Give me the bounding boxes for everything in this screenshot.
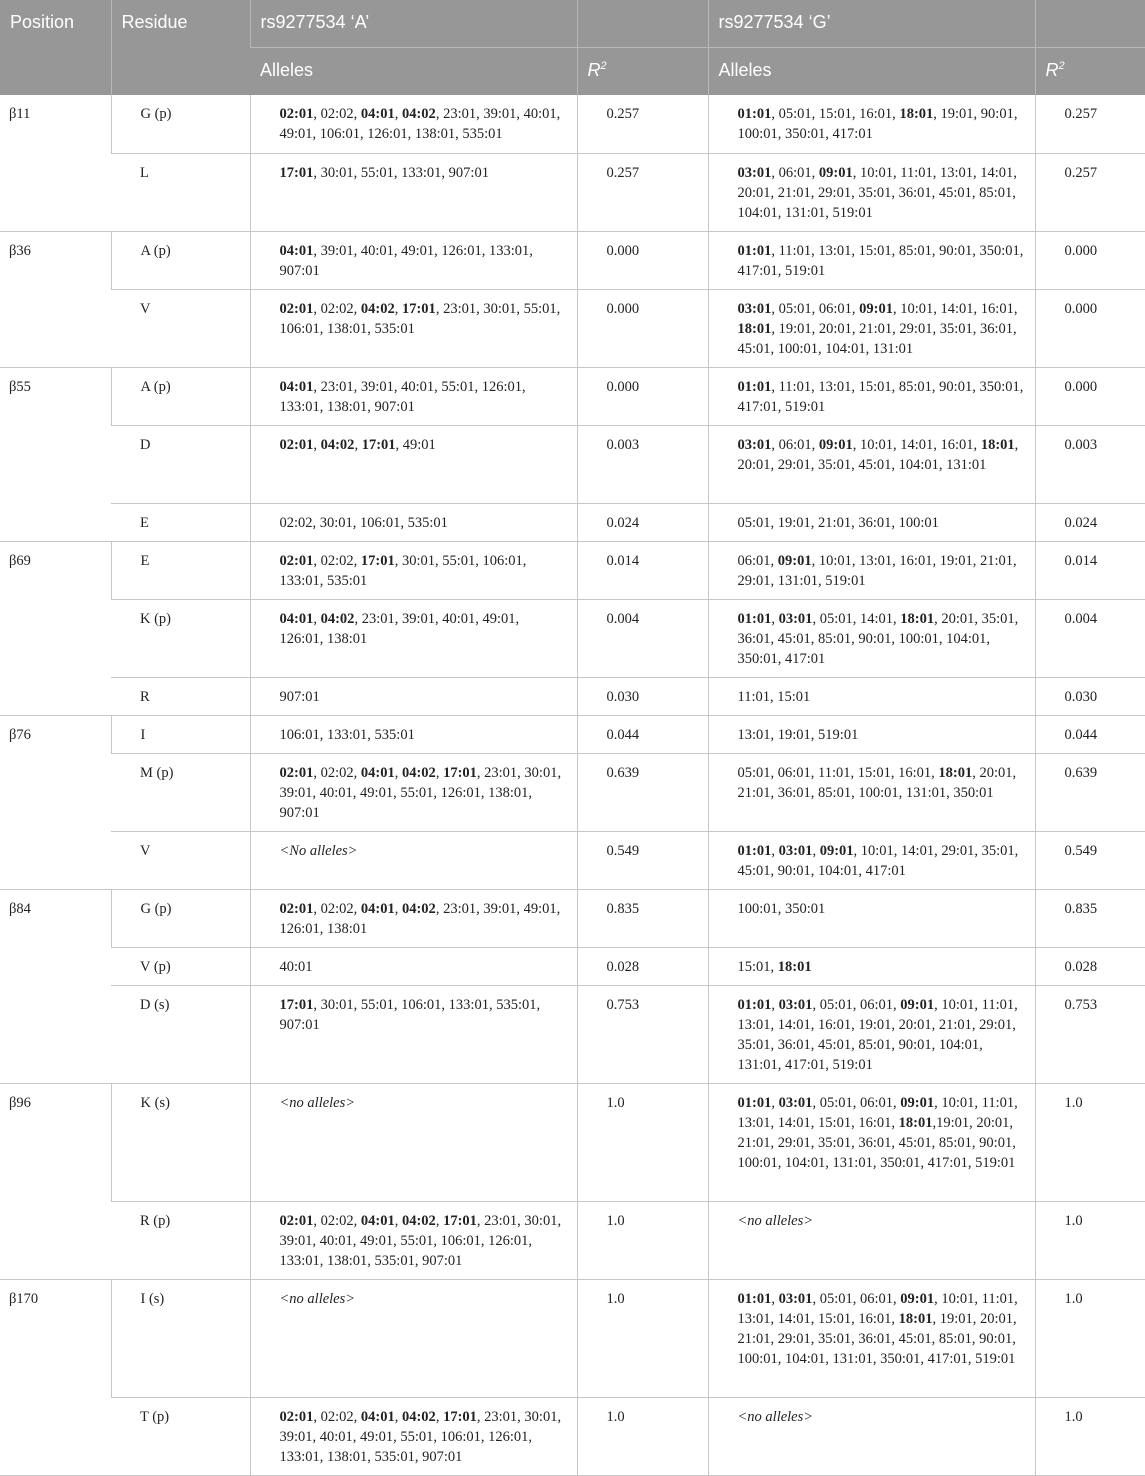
- alleles-a-cell: 106:01, 133:01, 535:01: [250, 715, 577, 753]
- residue-cell: E: [111, 503, 250, 541]
- position-cell: β55: [0, 367, 111, 541]
- residue-cell: K (s): [111, 1083, 250, 1201]
- residue-cell: G (p): [111, 889, 250, 947]
- alleles-a-cell: 02:01, 02:02, 04:01, 04:02, 17:01, 23:01, 30:01, 39:01, 40:01, 49:01, 55:01, 126:01, 138:01, 907:01: [250, 753, 577, 831]
- alleles-g-cell: 05:01, 19:01, 21:01, 36:01, 100:01: [708, 503, 1035, 541]
- r2-a-cell: 0.257: [577, 153, 708, 231]
- r2-a-cell: 0.753: [577, 985, 708, 1083]
- r2-g-cell: 0.257: [1035, 153, 1145, 231]
- alleles-g-cell: 01:01, 03:01, 05:01, 06:01, 09:01, 10:01, 11:01, 13:01, 14:01, 15:01, 16:01, 18:01,19:01, 20:01, 21:01, 29:01, 35:01, 36:01, 45:01, 85:01, 90:01, 100:01, 104:01, 131:01, 350:01, 417:01, 519:01: [708, 1083, 1035, 1201]
- r2-g-cell: 0.835: [1035, 889, 1145, 947]
- table-row: [0, 95, 1145, 153]
- table-row: [0, 753, 1145, 831]
- r2-a-cell: 0.639: [577, 753, 708, 831]
- residue-cell: M (p): [111, 753, 250, 831]
- header-r2-g: $R^2$: [1035, 48, 1145, 96]
- position-cell: β69: [0, 541, 111, 715]
- residue-cell: L: [111, 153, 250, 231]
- alleles-g-cell: 03:01, 06:01, 09:01, 10:01, 14:01, 16:01, 18:01, 20:01, 29:01, 35:01, 45:01, 104:01, 131:01: [708, 425, 1035, 503]
- r2-g-cell: 0.753: [1035, 985, 1145, 1083]
- r2-g-cell: 1.0: [1035, 1279, 1145, 1397]
- alleles-a-cell: 04:01, 04:02, 23:01, 39:01, 40:01, 49:01, 126:01, 138:01: [250, 599, 577, 677]
- residue-cell: D (s): [111, 985, 250, 1083]
- table-row: [0, 289, 1145, 367]
- header-position: Position: [0, 0, 111, 95]
- alleles-g-cell: 15:01, 18:01: [708, 947, 1035, 985]
- alleles-g-cell: <no alleles>: [708, 1397, 1035, 1475]
- r2-g-cell: 0.003: [1035, 425, 1145, 503]
- table-row: [0, 1279, 1145, 1397]
- table-row: [0, 947, 1145, 985]
- alleles-g-cell: <no alleles>: [708, 1201, 1035, 1279]
- alleles-a-cell: 02:02, 30:01, 106:01, 535:01: [250, 503, 577, 541]
- table-row: [0, 231, 1145, 289]
- alleles-a-cell: 04:01, 23:01, 39:01, 40:01, 55:01, 126:01, 133:01, 138:01, 907:01: [250, 367, 577, 425]
- r2-a-cell: 0.835: [577, 889, 708, 947]
- table-row: [0, 1397, 1145, 1475]
- r2-a-cell: 1.0: [577, 1279, 708, 1397]
- residue-cell: R: [111, 677, 250, 715]
- r2-a-cell: 0.000: [577, 367, 708, 425]
- alleles-g-cell: 11:01, 15:01: [708, 677, 1035, 715]
- table-row: [0, 715, 1145, 753]
- alleles-g-cell: 01:01, 11:01, 13:01, 15:01, 85:01, 90:01, 350:01, 417:01, 519:01: [708, 367, 1035, 425]
- alleles-g-cell: 01:01, 03:01, 09:01, 10:01, 14:01, 29:01, 35:01, 45:01, 90:01, 104:01, 417:01: [708, 831, 1035, 889]
- alleles-g-cell: 03:01, 05:01, 06:01, 09:01, 10:01, 14:01, 16:01, 18:01, 19:01, 20:01, 21:01, 29:01, 35:01, 36:01, 45:01, 100:01, 104:01, 131:01: [708, 289, 1035, 367]
- residue-cell: A (p): [111, 231, 250, 289]
- alleles-g-cell: 100:01, 350:01: [708, 889, 1035, 947]
- alleles-g-cell: 06:01, 09:01, 10:01, 13:01, 16:01, 19:01, 21:01, 29:01, 131:01, 519:01: [708, 541, 1035, 599]
- r2-a-cell: 0.000: [577, 289, 708, 367]
- header-group-a-spacer: [577, 0, 708, 48]
- position-cell: β84: [0, 889, 111, 1083]
- residue-cell: A (p): [111, 367, 250, 425]
- alleles-g-cell: 05:01, 06:01, 11:01, 15:01, 16:01, 18:01, 20:01, 21:01, 36:01, 85:01, 100:01, 131:01, 350:01: [708, 753, 1035, 831]
- r2-g-cell: 0.014: [1035, 541, 1145, 599]
- r2-g-cell: 1.0: [1035, 1083, 1145, 1201]
- r2-g-cell: 0.000: [1035, 289, 1145, 367]
- r2-g-cell: 0.028: [1035, 947, 1145, 985]
- r2-a-cell: 1.0: [577, 1397, 708, 1475]
- table-header: [0, 0, 1145, 95]
- position-cell: β11: [0, 95, 111, 231]
- residue-cell: I: [111, 715, 250, 753]
- alleles-a-cell: 02:01, 02:02, 04:01, 04:02, 17:01, 23:01, 30:01, 39:01, 40:01, 49:01, 55:01, 106:01, 126:01, 133:01, 138:01, 535:01, 907:01: [250, 1397, 577, 1475]
- r2-a-cell: 0.549: [577, 831, 708, 889]
- alleles-a-cell: 907:01: [250, 677, 577, 715]
- table-row: [0, 425, 1145, 503]
- r2-a-cell: 0.257: [577, 95, 708, 153]
- header-group-g: rs9277534 ‘G’: [708, 0, 1035, 48]
- alleles-a-cell: 02:01, 02:02, 04:01, 04:02, 17:01, 23:01, 30:01, 39:01, 40:01, 49:01, 55:01, 106:01, 126:01, 133:01, 138:01, 535:01, 907:01: [250, 1201, 577, 1279]
- r2-g-cell: 1.0: [1035, 1397, 1145, 1475]
- header-group-a: rs9277534 ‘A’: [250, 0, 577, 48]
- r2-a-cell: 0.004: [577, 599, 708, 677]
- residue-cell: I (s): [111, 1279, 250, 1397]
- table-row: [0, 1201, 1145, 1279]
- table-row: [0, 153, 1145, 231]
- r2-g-cell: 0.030: [1035, 677, 1145, 715]
- residue-cell: E: [111, 541, 250, 599]
- alleles-a-cell: 17:01, 30:01, 55:01, 133:01, 907:01: [250, 153, 577, 231]
- header-group-g-spacer: [1035, 0, 1145, 48]
- header-alleles-a: Alleles: [250, 48, 577, 96]
- r2-a-cell: 0.024: [577, 503, 708, 541]
- table-row: [0, 541, 1145, 599]
- alleles-a-cell: 02:01, 02:02, 17:01, 30:01, 55:01, 106:01, 133:01, 535:01: [250, 541, 577, 599]
- table-row: [0, 677, 1145, 715]
- table-row: [0, 599, 1145, 677]
- residue-cell: T (p): [111, 1397, 250, 1475]
- r2-g-cell: 0.639: [1035, 753, 1145, 831]
- header-r2-a: $R^2$: [577, 48, 708, 96]
- r2-a-cell: 1.0: [577, 1201, 708, 1279]
- position-cell: β96: [0, 1083, 111, 1279]
- r2-g-cell: 1.0: [1035, 1201, 1145, 1279]
- table-row: [0, 831, 1145, 889]
- alleles-a-cell: <no alleles>: [250, 1279, 577, 1397]
- alleles-g-cell: 01:01, 11:01, 13:01, 15:01, 85:01, 90:01, 350:01, 417:01, 519:01: [708, 231, 1035, 289]
- alleles-a-cell: 04:01, 39:01, 40:01, 49:01, 126:01, 133:01, 907:01: [250, 231, 577, 289]
- alleles-g-cell: 13:01, 19:01, 519:01: [708, 715, 1035, 753]
- table-row: [0, 367, 1145, 425]
- alleles-a-cell: 02:01, 04:02, 17:01, 49:01: [250, 425, 577, 503]
- alleles-a-cell: <No alleles>: [250, 831, 577, 889]
- r2-g-cell: 0.044: [1035, 715, 1145, 753]
- residue-cell: V (p): [111, 947, 250, 985]
- r2-a-cell: 1.0: [577, 1083, 708, 1201]
- r2-g-cell: 0.024: [1035, 503, 1145, 541]
- alleles-g-cell: 03:01, 06:01, 09:01, 10:01, 11:01, 13:01, 14:01, 20:01, 21:01, 29:01, 35:01, 36:01, 45:01, 85:01, 104:01, 131:01, 519:01: [708, 153, 1035, 231]
- alleles-a-cell: 17:01, 30:01, 55:01, 106:01, 133:01, 535:01, 907:01: [250, 985, 577, 1083]
- table-body: [0, 95, 1145, 1475]
- residue-cell: K (p): [111, 599, 250, 677]
- alleles-a-cell: 02:01, 02:02, 04:01, 04:02, 23:01, 39:01, 49:01, 126:01, 138:01: [250, 889, 577, 947]
- alleles-g-cell: 01:01, 03:01, 05:01, 14:01, 18:01, 20:01, 35:01, 36:01, 45:01, 85:01, 90:01, 100:01, 104:01, 350:01, 417:01: [708, 599, 1035, 677]
- r2-g-cell: 0.549: [1035, 831, 1145, 889]
- alleles-g-cell: 01:01, 03:01, 05:01, 06:01, 09:01, 10:01, 11:01, 13:01, 14:01, 15:01, 16:01, 18:01, 19:01, 20:01, 21:01, 29:01, 35:01, 36:01, 45:01, 85:01, 90:01, 100:01, 104:01, 131:01, 350:01, 417:01, 519:01: [708, 1279, 1035, 1397]
- table-row: [0, 889, 1145, 947]
- alleles-a-cell: <no alleles>: [250, 1083, 577, 1201]
- table-row: [0, 1083, 1145, 1201]
- alleles-g-cell: 01:01, 05:01, 15:01, 16:01, 18:01, 19:01, 90:01, 100:01, 350:01, 417:01: [708, 95, 1035, 153]
- r2-a-cell: 0.030: [577, 677, 708, 715]
- table-row: [0, 503, 1145, 541]
- table-row: [0, 985, 1145, 1083]
- residue-cell: G (p): [111, 95, 250, 153]
- residue-cell: D: [111, 425, 250, 503]
- r2-a-cell: 0.003: [577, 425, 708, 503]
- r2-g-cell: 0.000: [1035, 367, 1145, 425]
- residue-cell: V: [111, 831, 250, 889]
- alleles-a-cell: 02:01, 02:02, 04:01, 04:02, 23:01, 39:01, 40:01, 49:01, 106:01, 126:01, 138:01, 535:01: [250, 95, 577, 153]
- r2-a-cell: 0.000: [577, 231, 708, 289]
- alleles-a-cell: 40:01: [250, 947, 577, 985]
- r2-a-cell: 0.014: [577, 541, 708, 599]
- header-alleles-g: Alleles: [708, 48, 1035, 96]
- header-residue: Residue: [111, 0, 250, 95]
- r2-a-cell: 0.028: [577, 947, 708, 985]
- position-cell: β170: [0, 1279, 111, 1475]
- position-cell: β76: [0, 715, 111, 889]
- r2-a-cell: 0.044: [577, 715, 708, 753]
- residue-cell: R (p): [111, 1201, 250, 1279]
- residue-cell: V: [111, 289, 250, 367]
- alleles-g-cell: 01:01, 03:01, 05:01, 06:01, 09:01, 10:01, 11:01, 13:01, 14:01, 16:01, 19:01, 20:01, 21:01, 29:01, 35:01, 36:01, 45:01, 85:01, 90:01, 104:01, 131:01, 417:01, 519:01: [708, 985, 1035, 1083]
- position-cell: β36: [0, 231, 111, 367]
- r2-g-cell: 0.004: [1035, 599, 1145, 677]
- r2-g-cell: 0.000: [1035, 231, 1145, 289]
- alleles-a-cell: 02:01, 02:02, 04:02, 17:01, 23:01, 30:01, 55:01, 106:01, 138:01, 535:01: [250, 289, 577, 367]
- r2-g-cell: 0.257: [1035, 95, 1145, 153]
